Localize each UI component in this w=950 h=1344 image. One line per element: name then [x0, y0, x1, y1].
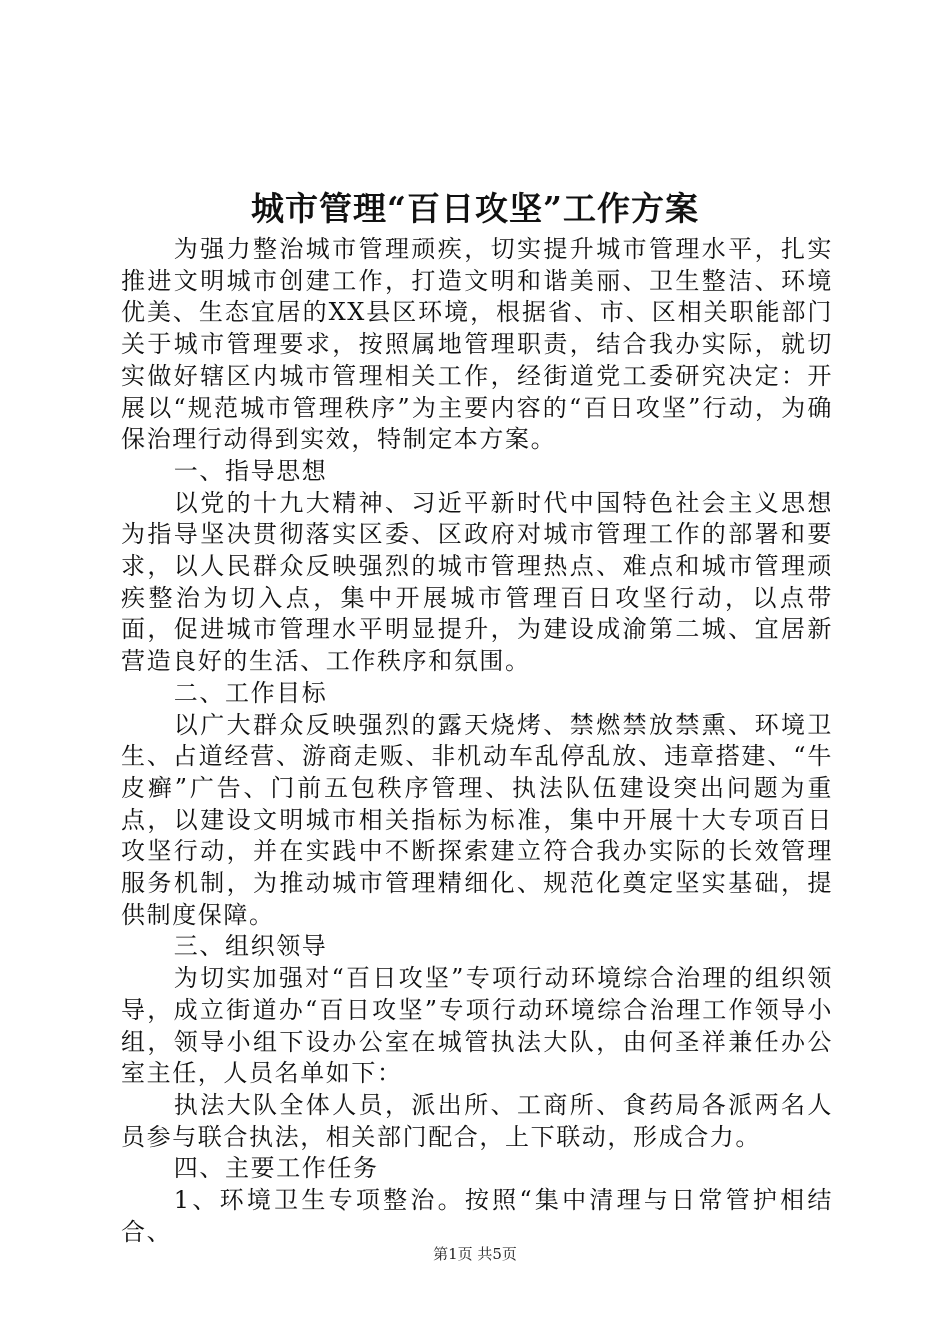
- paragraph-organization: 为切实加强对“百日攻坚”专项行动环境综合治理的组织领导，成立街道办“百日攻坚”专项行动环境综合治理工作领导小组，领导小组下设办公室在城管执法大队，由何圣祥兼任办公室主任，人员名单如下：: [121, 964, 833, 1088]
- paragraph-work-goals: 以广大群众反映强烈的露天烧烤、禁燃禁放禁熏、环境卫生、占道经营、游商走贩、非机动车乱停乱放、违章搭建、“牛皮癣”广告、门前五包秩序管理、执法队伍建设突出问题为重点，以建设文明城市相关指标为标准，集中开展十大专项百日攻坚行动，并在实践中不断探索建立符合我办实际的长效管理服务机制，为推动城市管理精细化、规范化奠定坚实基础，提供制度保障。: [121, 710, 833, 929]
- page-number: 第1页 共5页: [433, 1245, 517, 1263]
- paragraph-intro: 为强力整治城市管理顽疾，切实提升城市管理水平，扎实推进文明城市创建工作，打造文明和谐美丽、卫生整洁、环境优美、生态宜居的XX县区环境，根据省、市、区相关职能部门关于城市管理要求，按照属地管理职责，结合我办实际，就切实做好辖区内城市管理相关工作，经街道党工委研究决定：开展以“规范城市管理秩序”为主要内容的“百日攻坚”行动，为确保治理行动得到实效，特制定本方案。: [121, 235, 833, 454]
- document-body: [121, 234, 833, 1249]
- heading-work-goals: 二、工作目标: [173, 678, 328, 707]
- paragraph-guiding-ideology: 以党的十九大精神、习近平新时代中国特色社会主义思想为指导坚决贯彻落实区委、区政府对城市管理工作的部署和要求，以人民群众反映强烈的城市管理热点、难点和城市管理顽疾整治为切入点，集中开展城市管理百日攻坚行动，以点带面，促进城市管理水平明显提升，为建设成渝第二城、宜居新营造良好的生活、工作秩序和氛围。: [121, 488, 833, 676]
- heading-main-tasks: 四、主要工作任务: [173, 1154, 379, 1183]
- document-title: 城市管理“百日攻坚”工作方案: [251, 189, 699, 228]
- heading-organization: 三、组织领导: [173, 932, 328, 961]
- paragraph-personnel: 执法大队全体人员，派出所、工商所、食药局各派两名人员参与联合执法，相关部门配合，上下联动，形成合力。: [121, 1090, 833, 1151]
- paragraph-task-1: 1、环境卫生专项整治。按照“集中清理与日常管护相结合、: [121, 1186, 833, 1246]
- heading-guiding-ideology: 一、指导思想: [173, 456, 328, 485]
